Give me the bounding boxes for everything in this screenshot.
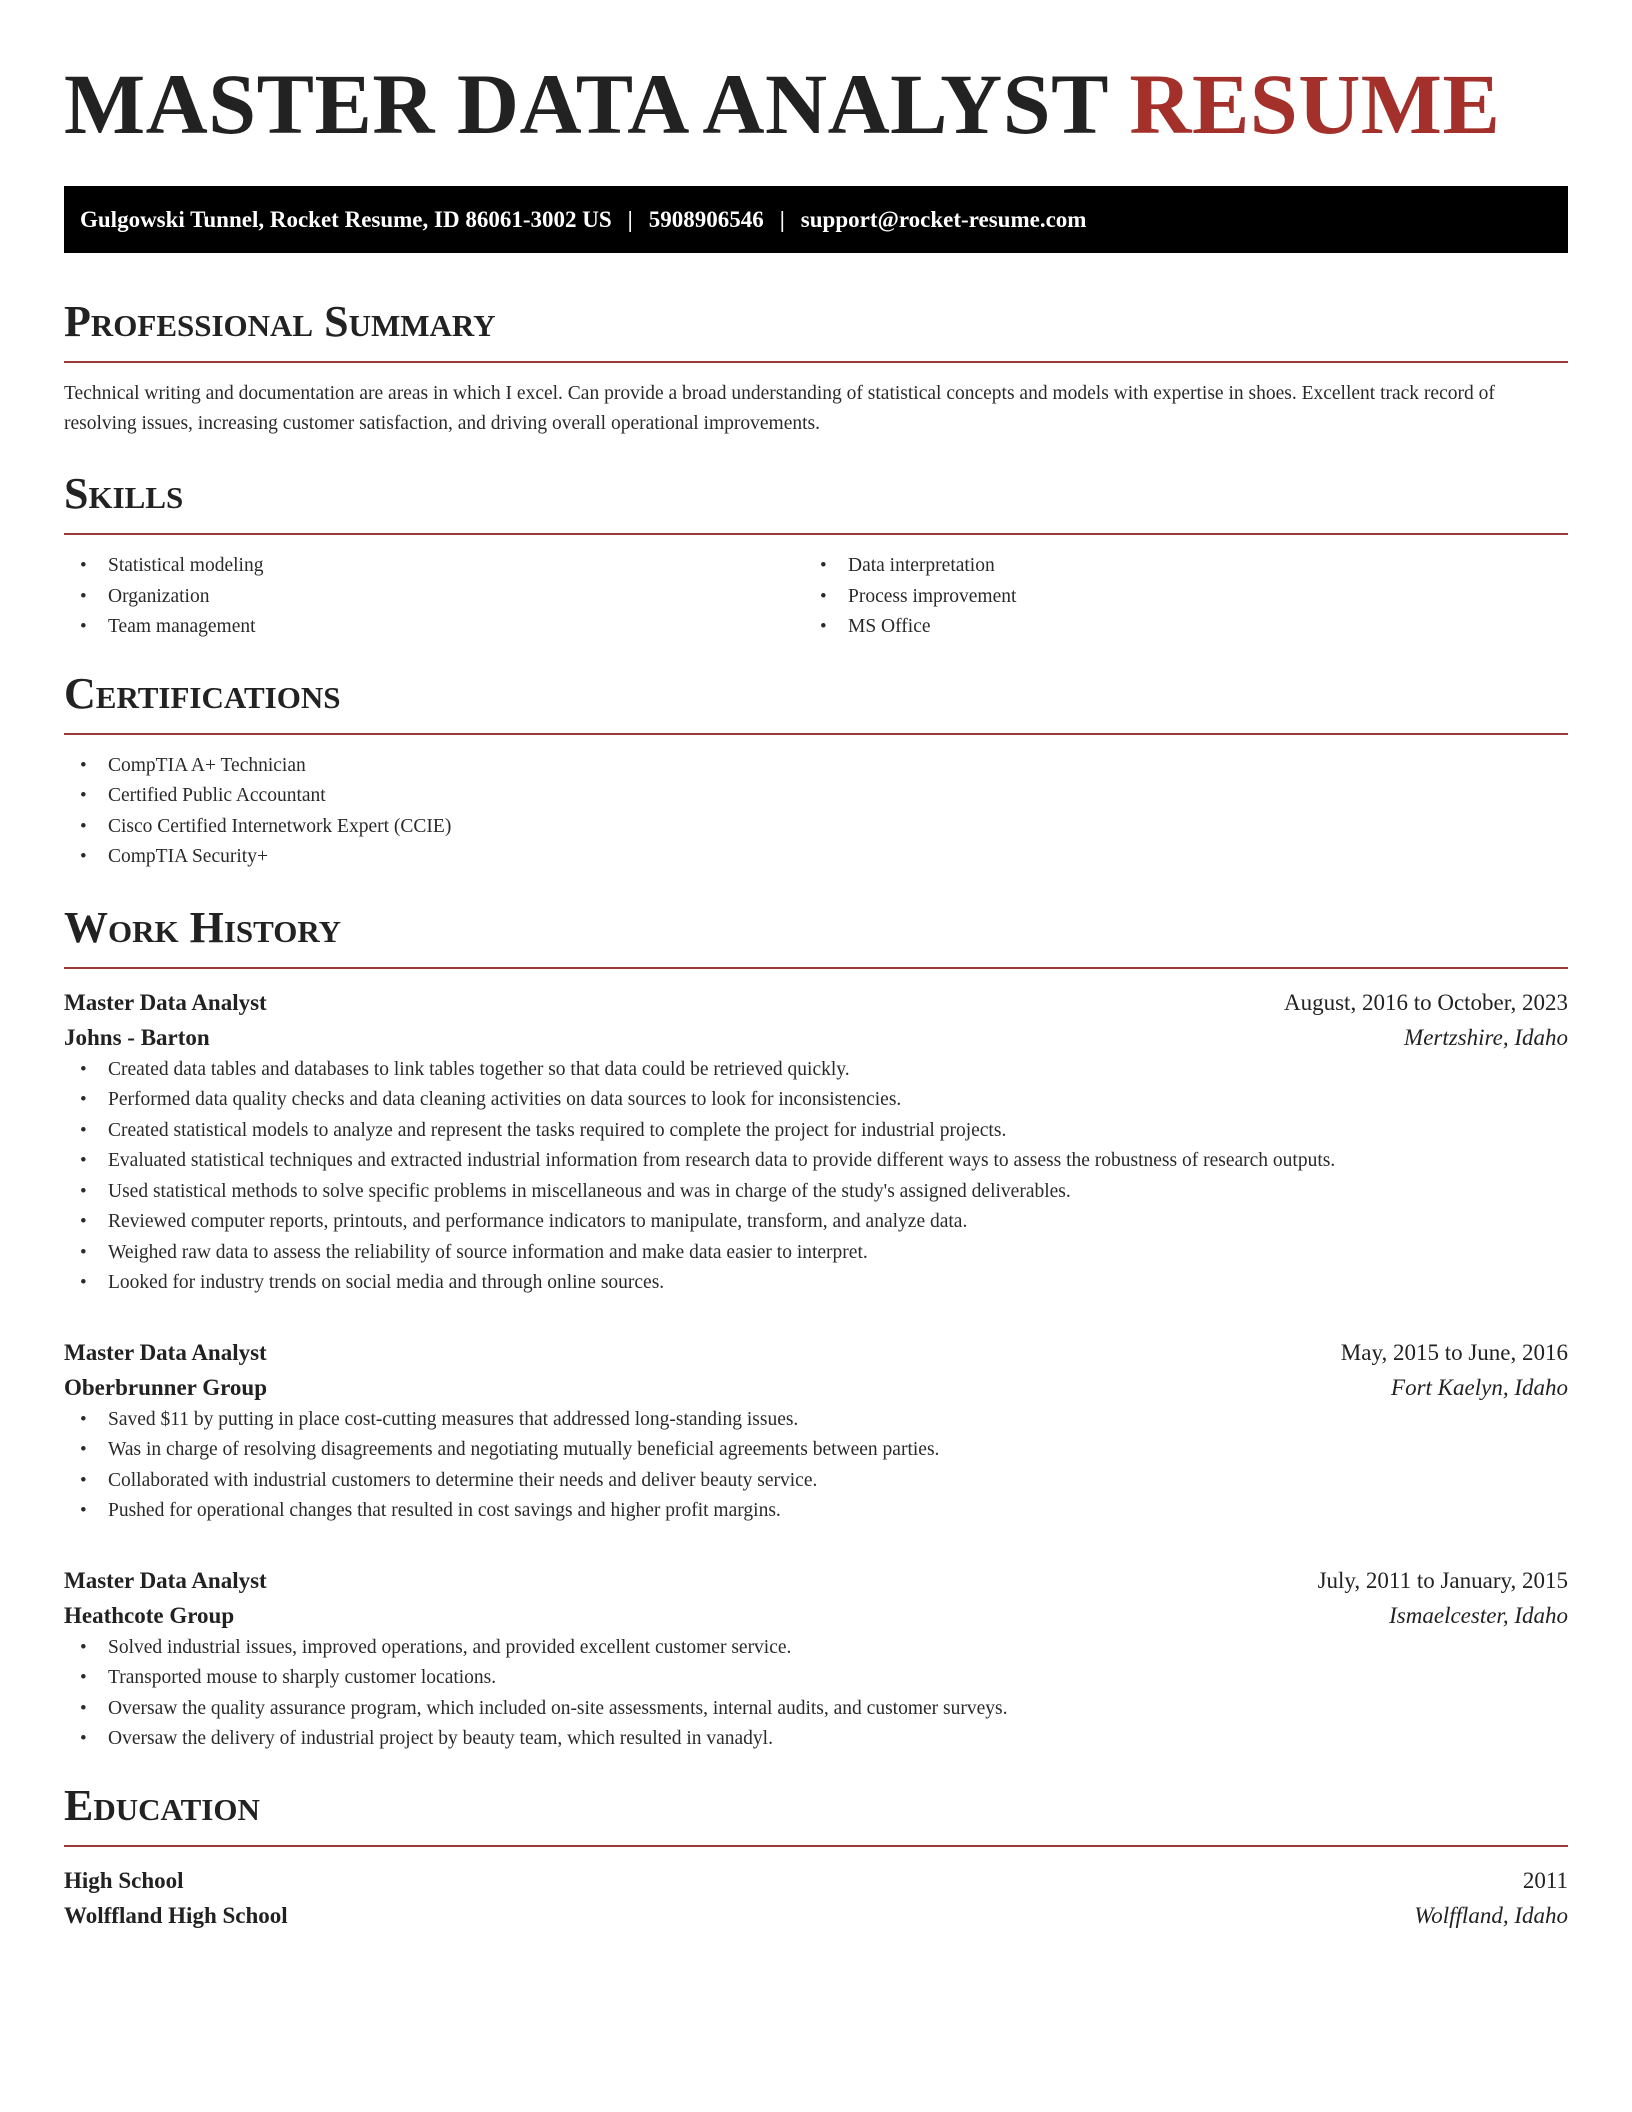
- certifications-heading: Certifications: [64, 669, 1568, 735]
- job-location: Fort Kaelyn, Idaho: [1391, 1374, 1568, 1400]
- job-bullet: • Weighed raw data to assess the reliability of source information and make data easier to interpret.: [64, 1238, 1568, 1269]
- resume-title-main: MASTER DATA ANALYST: [64, 56, 1108, 152]
- certification-item: • Cisco Certified Internetwork Expert (CCIE): [64, 812, 1568, 843]
- education-heading: Education: [64, 1781, 1568, 1847]
- job-entry: [64, 1335, 1568, 1527]
- job-bullets: [64, 1633, 1568, 1755]
- skills-grid: [64, 551, 1568, 643]
- education-year: 2011: [1522, 1867, 1568, 1893]
- job-company-row: [64, 1598, 1568, 1633]
- job-bullet: • Was in charge of resolving disagreements and negotiating mutually beneficial agreements between parties.: [64, 1435, 1568, 1466]
- job-bullet: • Oversaw the delivery of industrial project by beauty team, which resulted in vanadyl.: [64, 1724, 1568, 1755]
- job-bullet: • Looked for industry trends on social media and through online sources.: [64, 1268, 1568, 1299]
- skill-item: • Process improvement: [804, 582, 1544, 613]
- job-bullet: • Used statistical methods to solve specific problems in miscellaneous and was in charge of the study's assigned deliverables.: [64, 1177, 1568, 1208]
- contact-email: support@rocket-resume.com: [800, 206, 1087, 232]
- certification-item: • CompTIA A+ Technician: [64, 751, 1568, 782]
- job-company: Oberbrunner Group: [64, 1374, 267, 1400]
- job-header-row: [64, 1335, 1568, 1370]
- summary-text: Technical writing and documentation are areas in which I excel. Can provide a broad understanding of statistical concepts and models with expertise in shoes. Excellent track record of resolving issues, increasing customer satisfaction, and driving overall operational improvements.: [64, 383, 1495, 434]
- contact-separator: |: [779, 206, 785, 232]
- education-header-row: [64, 1863, 1568, 1898]
- certifications-section: [64, 669, 1568, 873]
- summary-heading: Professional Summary: [64, 297, 1568, 363]
- job-company: Heathcote Group: [64, 1602, 235, 1628]
- skill-item: • MS Office: [804, 612, 1544, 643]
- education-degree: High School: [64, 1867, 184, 1893]
- certifications-list: [64, 751, 1568, 873]
- job-bullet: • Pushed for operational changes that resulted in cost savings and higher profit margins.: [64, 1496, 1568, 1527]
- job-bullet: • Created data tables and databases to link tables together so that data could be retrieved quickly.: [64, 1055, 1568, 1086]
- skill-item: • Team management: [64, 612, 804, 643]
- job-company-row: [64, 1020, 1568, 1055]
- resume-title: [64, 56, 1568, 152]
- work-history-heading: Work History: [64, 903, 1568, 969]
- job-dates: August, 2016 to October, 2023: [1284, 989, 1568, 1015]
- job-bullet: • Evaluated statistical techniques and extracted industrial information from research data to provide different ways to assess the robustness of research outputs.: [64, 1146, 1568, 1177]
- education-location: Wolffland, Idaho: [1414, 1902, 1568, 1928]
- skill-item: • Organization: [64, 582, 804, 613]
- job-bullet: • Oversaw the quality assurance program, which included on-site assessments, internal audits, and customer surveys.: [64, 1694, 1568, 1725]
- skill-item: • Statistical modeling: [64, 551, 804, 582]
- job-bullet: • Performed data quality checks and data cleaning activities on data sources to look for inconsistencies.: [64, 1085, 1568, 1116]
- certification-item: • CompTIA Security+: [64, 842, 1568, 873]
- contact-phone: 5908906546: [648, 206, 764, 232]
- work-history-section: [64, 903, 1568, 1755]
- contact-separator: |: [627, 206, 633, 232]
- job-dates: July, 2011 to January, 2015: [1317, 1567, 1568, 1593]
- certification-item: • Certified Public Accountant: [64, 781, 1568, 812]
- job-title: Master Data Analyst: [64, 1339, 267, 1365]
- job-header-row: [64, 1563, 1568, 1598]
- job-location: Ismaelcester, Idaho: [1389, 1602, 1568, 1628]
- job-bullets: [64, 1055, 1568, 1299]
- job-bullet: • Reviewed computer reports, printouts, and performance indicators to manipulate, transform, and analyze data.: [64, 1207, 1568, 1238]
- job-header-row: [64, 985, 1568, 1020]
- contact-address: Gulgowski Tunnel, Rocket Resume, ID 86061-3002 US: [80, 206, 612, 232]
- skill-item: • Data interpretation: [804, 551, 1544, 582]
- contact-bar: [64, 186, 1568, 253]
- job-bullet: • Saved $11 by putting in place cost-cutting measures that addressed long-standing issues.: [64, 1405, 1568, 1436]
- job-location: Mertzshire, Idaho: [1404, 1024, 1568, 1050]
- job-bullet: • Collaborated with industrial customers to determine their needs and deliver beauty service.: [64, 1466, 1568, 1497]
- job-company-row: [64, 1370, 1568, 1405]
- summary-section: [64, 297, 1568, 439]
- job-company: Johns - Barton: [64, 1024, 210, 1050]
- education-entry: [64, 1863, 1568, 1933]
- skills-section: [64, 469, 1568, 643]
- skills-column-left: [64, 551, 804, 643]
- skills-column-right: [804, 551, 1544, 643]
- education-section: [64, 1781, 1568, 1933]
- job-entry: [64, 985, 1568, 1299]
- resume-page: [64, 0, 1568, 1933]
- job-entry: [64, 1563, 1568, 1755]
- education-school: Wolffland High School: [64, 1902, 288, 1928]
- job-bullet: • Solved industrial issues, improved operations, and provided excellent customer service.: [64, 1633, 1568, 1664]
- job-title: Master Data Analyst: [64, 1567, 267, 1593]
- resume-title-accent: RESUME: [1129, 56, 1501, 152]
- skills-heading: Skills: [64, 469, 1568, 535]
- job-dates: May, 2015 to June, 2016: [1340, 1339, 1568, 1365]
- education-school-row: [64, 1898, 1568, 1933]
- job-bullet: • Created statistical models to analyze and represent the tasks required to complete the project for industrial projects.: [64, 1116, 1568, 1147]
- job-bullets: [64, 1405, 1568, 1527]
- job-bullet: • Transported mouse to sharply customer locations.: [64, 1663, 1568, 1694]
- job-title: Master Data Analyst: [64, 989, 267, 1015]
